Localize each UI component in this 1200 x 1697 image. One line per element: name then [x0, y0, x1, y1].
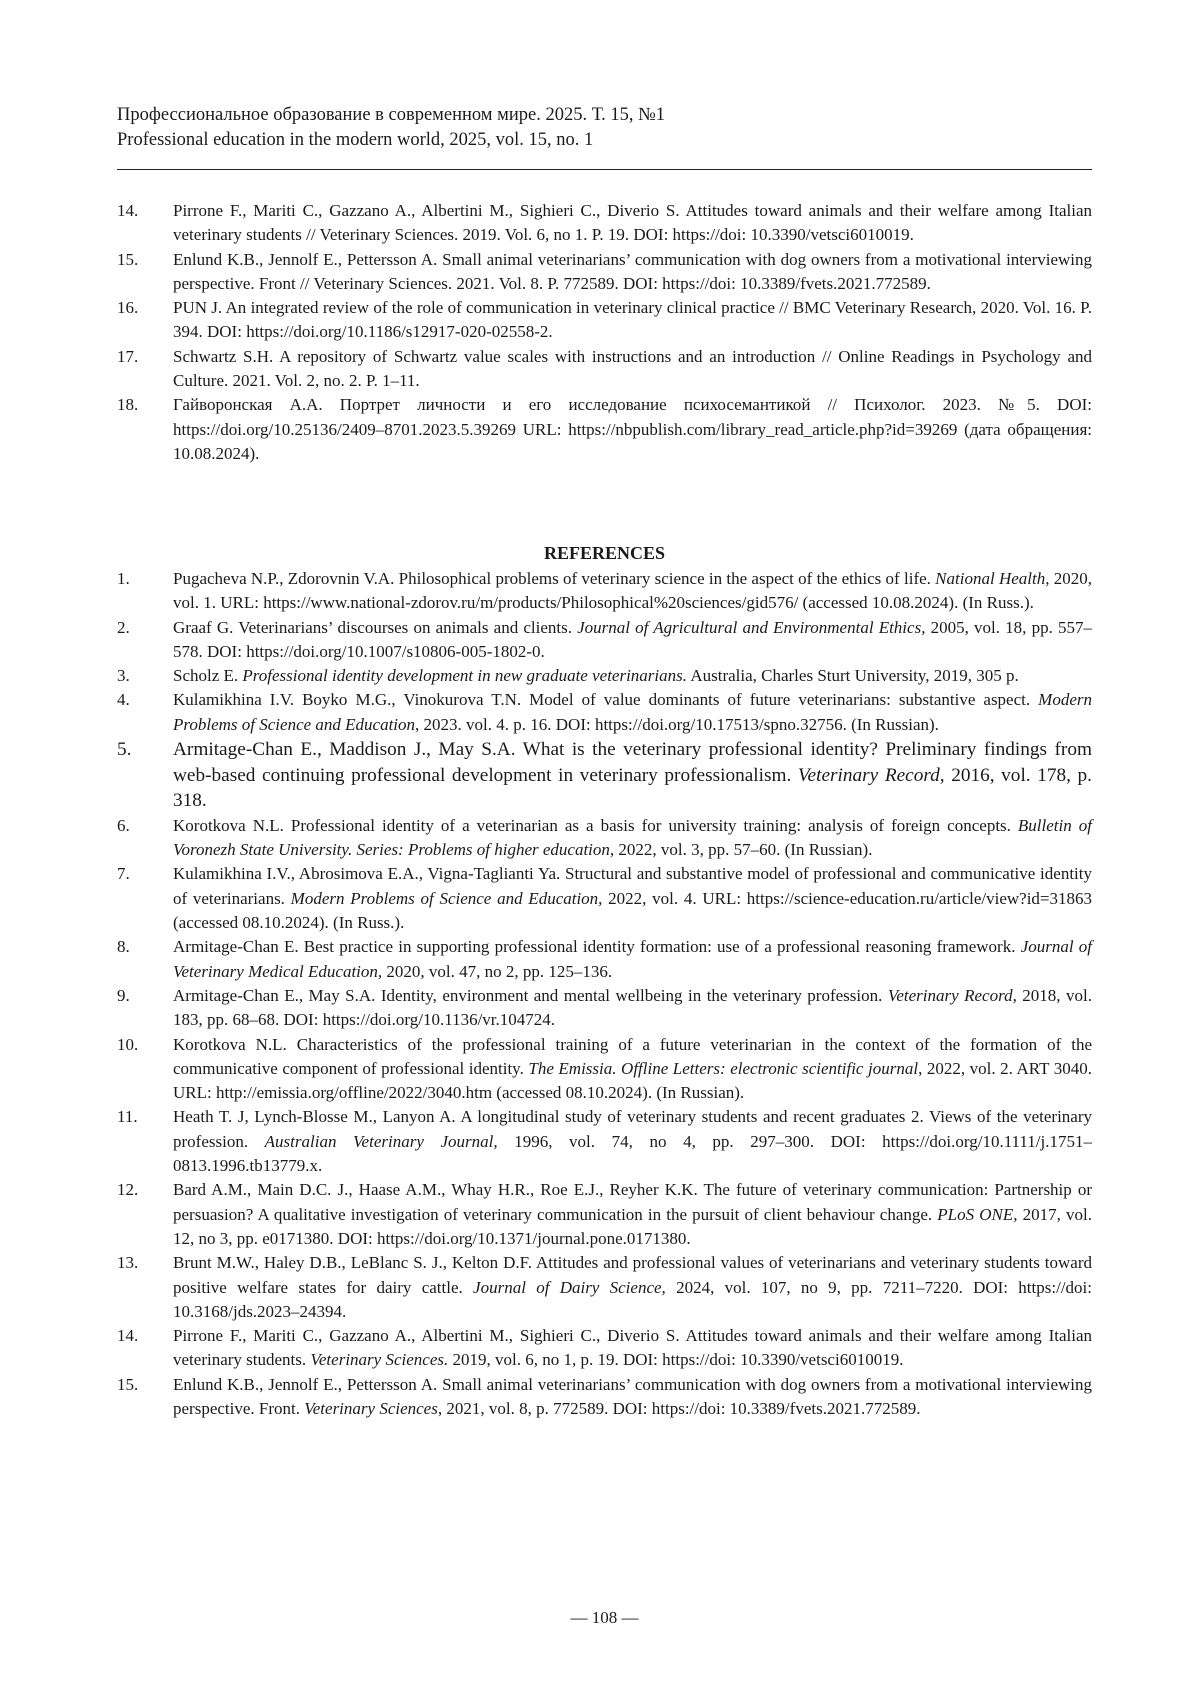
reference-item: [117, 737, 1092, 814]
reference-item: [117, 664, 1092, 688]
reference-item: [117, 567, 1092, 616]
reference-item: [117, 1033, 1092, 1106]
reference-item: [117, 1324, 1092, 1373]
reference-number: 15.: [117, 249, 139, 269]
reference-text: Graaf G. Veterinarians’ discourses on animals and clients.: [173, 617, 578, 637]
reference-text: Гайворонская А.А. Портрет личности и его исследование психосемантикой // Психолог. 2023. №5. DOI: https://doi.org/10.25136/2409–8701.2023.5.39269 URL: https://nbpublish.com/library_read_article.php?id=39269 (дата обращения: 10.08.2024).: [173, 395, 1092, 463]
header-rule: [117, 169, 1092, 170]
references-heading: REFERENCES: [543, 543, 666, 563]
reference-text: Enlund K.B., Jennolf E., Pettersson A. Small animal veterinarians’ communication with dog owners from a motivational interviewing perspective. Front // Veterinary Sciences. 2021. Vol. 8. P. 772589. DOI: https://doi: 10.3389/fvets.2021.772589.: [173, 249, 1092, 293]
reference-source-title: Modern Problems of Science and Education,: [290, 888, 603, 908]
reference-number: 10.: [117, 1034, 139, 1054]
reference-text: , 2021, vol. 8, p. 772589. DOI: https://doi: 10.3389/fvets.2021.772589.: [437, 1398, 921, 1418]
reference-source-title: Veterinary Sciences.: [310, 1350, 449, 1370]
reference-text: Scholz E.: [173, 666, 243, 686]
reference-text: Pirrone F., Mariti C., Gazzano A., Albertini M., Sighieri C., Diverio S. Attitudes toward animals and their welfare among Italian veterinary students // Veterinary Sciences. 2019. Vol. 6, no 1. P. 19. DOI: https://doi: 10.3390/vetsci6010019.: [173, 201, 1092, 245]
reference-number: 14.: [117, 201, 139, 220]
reference-number: 4.: [117, 690, 130, 710]
reference-number: 17.: [117, 346, 139, 366]
reference-item: [117, 296, 1092, 345]
reference-item: [117, 345, 1092, 394]
running-head: [117, 103, 1092, 153]
reference-item: [117, 688, 1092, 737]
reference-item: [117, 862, 1092, 935]
reference-text: Armitage-Chan E., Maddison J., May S.A. What is the veterinary professional identity? Preliminary findings from web-based continuing professional development in veterinary professionalism.: [173, 739, 1092, 786]
reference-number: 15.: [117, 1374, 139, 1394]
reference-text: 2016, vol. 178, p. 318.: [173, 764, 1092, 812]
reference-number: 1.: [117, 569, 130, 588]
reference-text: Brunt M.W., Haley D.B., LeBlanc S. J., Kelton D.F. Attitudes and professional values of veterinarians and veterinary students toward positive welfare states for dairy cattle.: [173, 1253, 1092, 1297]
reference-text: 2018, vol. 183, pp. 68–68. DOI: https://doi.org/10.1136/vr.104724.: [173, 985, 1092, 1030]
reference-number: 16.: [117, 298, 139, 318]
reference-source-title: Professional identity development in new graduate veterinarians.: [242, 666, 688, 686]
reference-text: 2022, vol. 4. URL: https://science-education.ru/article/view?id=31863 (accessed 08.10.2024). (In Russ.).: [173, 888, 1093, 933]
reference-text: Bard A.M., Main D.C. J., Haase A.M., Whay H.R., Roe E.J., Reyher K.K. The future of veterinary communication: Partnership or persuasion? A qualitative investigation of veterinary communication in the pursuit of client behaviour change.: [173, 1180, 1092, 1224]
reference-text: , 2023. vol. 4. p. 16. DOI: https://doi.org/10.17513/spno.32756. (In Russian).: [415, 714, 939, 734]
reference-text: Kulamikhina I.V., Abrosimova E.A., Vigna-Taglianti Ya. Structural and substantive model of professional and communicative identity of veterinarians.: [173, 864, 1092, 908]
reference-text: Pirrone F., Mariti C., Gazzano A., Albertini M., Sighieri C., Diverio S. Attitudes toward animals and their welfare among Italian veterinary students.: [173, 1326, 1092, 1370]
reference-item: [117, 393, 1092, 466]
reference-source-title: Veterinary Record,: [887, 985, 1017, 1005]
reference-source-title: Veterinary Record,: [797, 764, 945, 786]
reference-text: Schwartz S.H. A repository of Schwartz value scales with instructions and an introduction // Online Readings in Psychology and Culture. 2021. Vol. 2, no. 2. P. 1–11.: [173, 346, 1092, 391]
references-list: [117, 567, 1092, 1421]
reference-text: Heath T. J, Lynch-Blosse M., Lanyon A. A longitudinal study of veterinary students and recent graduates 2. Views of the veterinary profession.: [173, 1107, 1092, 1151]
reference-text: PUN J. An integrated review of the role of communication in veterinary clinical practice // BMC Veterinary Research, 2020. Vol. 16. P. 394. DOI: https://doi.org/10.1186/s12917-020-02558-2.: [173, 298, 1092, 342]
reference-text: 2017, vol. 12, no 3, pp. e0171380. DOI: https://doi.org/10.1371/journal.pone.0171380.: [173, 1204, 1092, 1248]
reference-text: 2020, vol. 47, no 2, pp. 125–136.: [382, 961, 613, 981]
reference-text: 2005, vol. 18, pp. 557–578. DOI: https://doi.org/10.1007/s10806-005-1802-0.: [173, 617, 1092, 661]
reference-text: Pugacheva N.P., Zdorovnin V.A. Philosophical problems of veterinary science in the aspect of the ethics of life.: [173, 569, 936, 588]
reference-text: 2019, vol. 6, no 1, p. 19. DOI: https://doi: 10.3390/vetsci6010019.: [448, 1350, 904, 1370]
reference-source-title: Journal of Agricultural and Environmental Ethics,: [577, 617, 926, 637]
reference-number: 3.: [117, 666, 130, 686]
reference-source-title: Journal of Dairy Science,: [473, 1277, 666, 1297]
running-head-ru: Профессиональное образование в современном мире. 2025. Т. 15, №1: [117, 105, 666, 125]
reference-text: Korotkova N.L. Professional identity of a veterinarian as a basis for university training: analysis of foreign concepts.: [173, 815, 1018, 835]
reference-number: 14.: [117, 1326, 139, 1346]
reference-number: 5.: [117, 739, 132, 761]
reference-text: Enlund K.B., Jennolf E., Pettersson A. Small animal veterinarians’ communication with dog owners from a motivational interviewing perspective. Front.: [173, 1374, 1092, 1418]
reference-item: [117, 616, 1092, 665]
literature-list: [117, 199, 1092, 466]
reference-number: 7.: [117, 864, 130, 884]
page-number: — 108 —: [570, 1608, 639, 1627]
reference-item: [117, 1373, 1092, 1422]
reference-source-title: PLoS ONE,: [937, 1204, 1018, 1224]
reference-item: [117, 984, 1092, 1033]
reference-text: 1996, vol. 74, no 4, pp. 297–300. DOI: https://doi.org/10.1111/j.1751–0813.1996.tb13779.x.: [173, 1131, 1092, 1176]
reference-item: [117, 1251, 1092, 1324]
reference-text: Armitage-Chan E., May S.A. Identity, environment and mental wellbeing in the veterinary profession.: [173, 985, 888, 1005]
reference-item: [117, 814, 1092, 863]
reference-source-title: Modern Problems of Science and Education: [173, 690, 1092, 734]
reference-item: [117, 248, 1092, 297]
reference-text: 2024, vol. 107, no 9, pp. 7211–7220. DOI: https://doi: 10.3168/jds.2023–24394.: [173, 1277, 1092, 1321]
running-head-en: Professional education in the modern world, 2025, vol. 15, no. 1: [117, 130, 594, 150]
reference-item: [117, 1105, 1092, 1178]
reference-number: 2.: [117, 617, 130, 637]
reference-item: [117, 199, 1092, 248]
reference-text: 2020, vol. 1. URL: https://www.national-zdorov.ru/m/products/Philosophical%20sciences/gid576/ (accessed 10.08.2024). (In Russ.).: [173, 569, 1092, 613]
reference-number: 13.: [117, 1253, 139, 1273]
reference-text: Kulamikhina I.V. Boyko M.G., Vinokurova T.N. Model of value dominants of future veterinarians: substantive aspect.: [173, 690, 1039, 710]
reference-source-title: Bulletin of Voronezh State University. Series: Problems of higher education: [173, 815, 1092, 860]
reference-number: 18.: [117, 395, 139, 415]
reference-source-title: Journal of Veterinary Medical Education,: [173, 937, 1093, 981]
reference-source-title: Veterinary Sciences: [304, 1398, 438, 1418]
reference-item: [117, 935, 1092, 984]
reference-text: , 2022, vol. 2. ART 3040. URL: http://emissia.org/offline/2022/3040.htm (accessed 08.10.2024). (In Russian).: [173, 1058, 1092, 1103]
reference-number: 6.: [117, 815, 130, 835]
reference-number: 12.: [117, 1180, 139, 1200]
reference-number: 11.: [117, 1107, 138, 1127]
reference-item: [117, 1178, 1092, 1251]
reference-source-title: National Health,: [935, 569, 1050, 588]
reference-number: 9.: [117, 985, 130, 1005]
reference-number: 8.: [117, 937, 130, 957]
reference-text: Armitage-Chan E. Best practice in supporting professional identity formation: use of a professional reasoning framework.: [173, 937, 1021, 957]
reference-text: Australia, Charles Sturt University, 2019, 305 p.: [687, 666, 1019, 686]
reference-text: , 2022, vol. 3, pp. 57–60. (In Russian).: [609, 840, 873, 860]
reference-text: Korotkova N.L. Characteristics of the professional training of a future veterinarian in the context of the formation of the communicative component of professional identity.: [173, 1034, 1092, 1078]
reference-source-title: Australian Veterinary Journal,: [264, 1131, 498, 1151]
reference-source-title: The Emissia. Offline Letters: electronic scientific journal: [528, 1058, 919, 1078]
